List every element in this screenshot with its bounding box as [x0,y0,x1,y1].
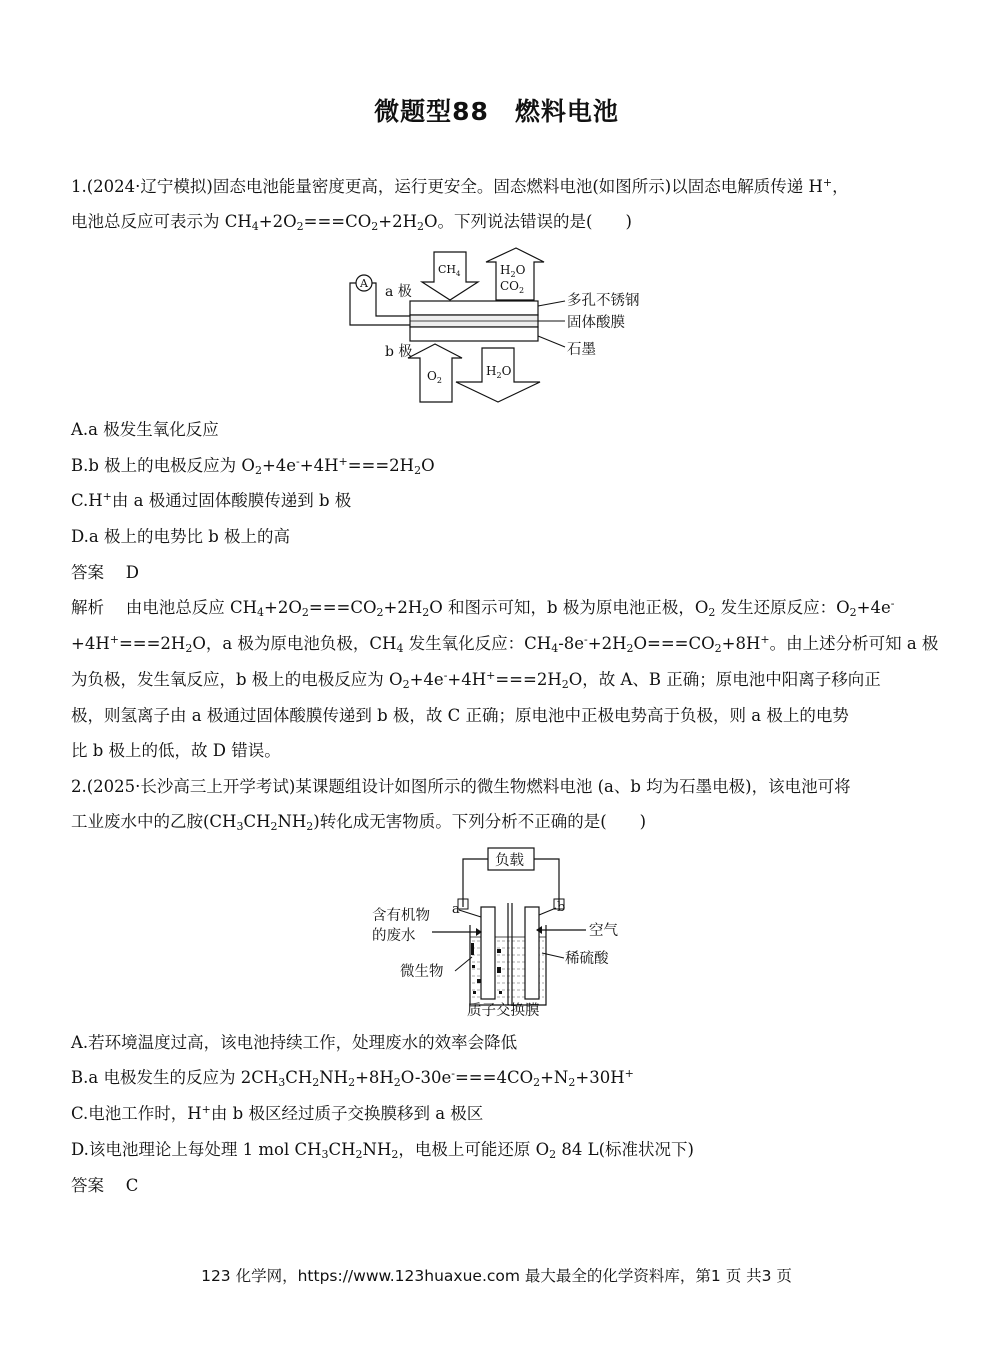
page-footer: 123 化学网，https://www.123huaxue.com 最大最全的化学资料库，第1 页 共3 页 [201,1267,792,1285]
q2-option-b: B.a 电极发生的反应为 $2CH_3CH_2NH_2+8H_2O-30e^-===4CO_2+N_2+30H^+$ [71,1067,634,1089]
q2-figure [360,845,630,1020]
ch4-label: $CH_4$ [438,263,461,278]
electrode-b [525,907,539,999]
q1-option-a: A.a 极发生氧化反应 [71,420,219,439]
q2-stem-line-1: 2.(2025·长沙高三上开学考试)某课题组设计如图所示的微生物燃料电池 (a、b 均为石墨电极)，该电池可将 [71,777,851,796]
q1-analysis-line-3: 为负极，发生氧反应，b 极上的电极反应为 $O_2+4e^-+4H^+===2H_2O$，故 A、B 正确；原电池中阳离子移向正 [71,669,881,691]
q2-stem-line-2: 工业废水中的乙胺$(CH_3CH_2NH_2)$转化成无害物质。下列分析不正确的是( ) [71,812,647,833]
o2-label: $O_2$ [427,369,442,385]
q1-analysis-line-5: 比 b 极上的低，故 D 错误。 [71,741,281,760]
porous-steel-label: 多孔不锈钢 [567,293,640,309]
q1-option-d: D.a 极上的电势比 b 极上的高 [71,527,291,546]
co2-label: $CO_2$ [500,279,525,295]
electrode-a [481,907,495,999]
q1-answer: 答案 D [71,563,139,582]
q1-analysis-line-1: 解析 由电池总反应 $CH_4+2O_2===CO_2+2H_2O$ 和图示可知，b 极为原电池正极，$O_2$ 发生还原反应：$O_2+4e^-$ [71,597,895,619]
solid-acid-label: 固体酸膜 [567,315,625,331]
membrane-label: 质子交换膜 [467,1003,540,1019]
a-pole-label: a 极 [385,284,412,300]
graphite-layer [410,327,538,341]
q1-analysis-line-2: $+4H^+===2H_2O$，a 极为原电池负极，$CH_4$ 发生氧化反应：$CH_4-8e^-+2H_2O===CO_2+8H^+$。由上述分析可知 a 极 [71,633,939,655]
q1-option-b: B.b 极上的电极反应为 $O_2+4e^-+4H^+===2H_2O$ [71,455,435,477]
q1-stem-line-1: 1.(2024·辽宁模拟)固态电池能量密度更高，运行更安全。固态燃料电池(如图所示)以固态电解质传递 H+， [71,176,849,196]
h2o-top-label: $H_2O$ [500,263,526,279]
waste-label-2: 的废水 [372,928,416,944]
q2-answer: 答案 C [71,1176,139,1195]
q1-analysis-line-4: 极，则氢离子由 a 极通过固体酸膜传递到 b 极，故 C 正确；原电池中正极电势高于负极，则 a 极上的电势 [71,706,849,725]
ch4-in-arrow-icon [422,252,478,300]
load-label: 负载 [495,853,524,869]
b-pole-label: b 极 [385,344,413,360]
q2-option-a: A.若环境温度过高，该电池持续工作，处理废水的效率会降低 [71,1033,518,1052]
page-title: 微题型88 燃料电池 [374,97,619,126]
waste-label-1: 含有机物 [372,908,430,924]
acid-label: 稀硫酸 [565,951,609,967]
porous-steel-layer [410,301,538,315]
electrode-b-label: b [557,900,566,915]
h2o-bottom-label: $H_2O$ [486,364,512,380]
q1-option-c: C.H+由 a 极通过固体酸膜传递到 b 极 [71,490,352,510]
graphite-label: 石墨 [567,342,596,358]
q2-option-c: C.电池工作时，H+由 b 极区经过质子交换膜移到 a 极区 [71,1103,484,1123]
microbe-label: 微生物 [400,964,444,980]
ammeter-label: A [360,277,368,290]
q1-stem-line-2: 电池总反应可表示为 $CH_4+2O_2===CO_2+2H_2O$。下列说法错误的是( ) [71,212,632,233]
electrode-a-label: a [452,902,460,917]
air-label: 空气 [589,923,618,939]
q2-option-d: D.该电池理论上每处理 1 mol $CH_3CH_2NH_2$，电极上可能还原 $O_2$ 84 L(标准状况下) [71,1140,694,1161]
q1-figure [340,244,670,406]
